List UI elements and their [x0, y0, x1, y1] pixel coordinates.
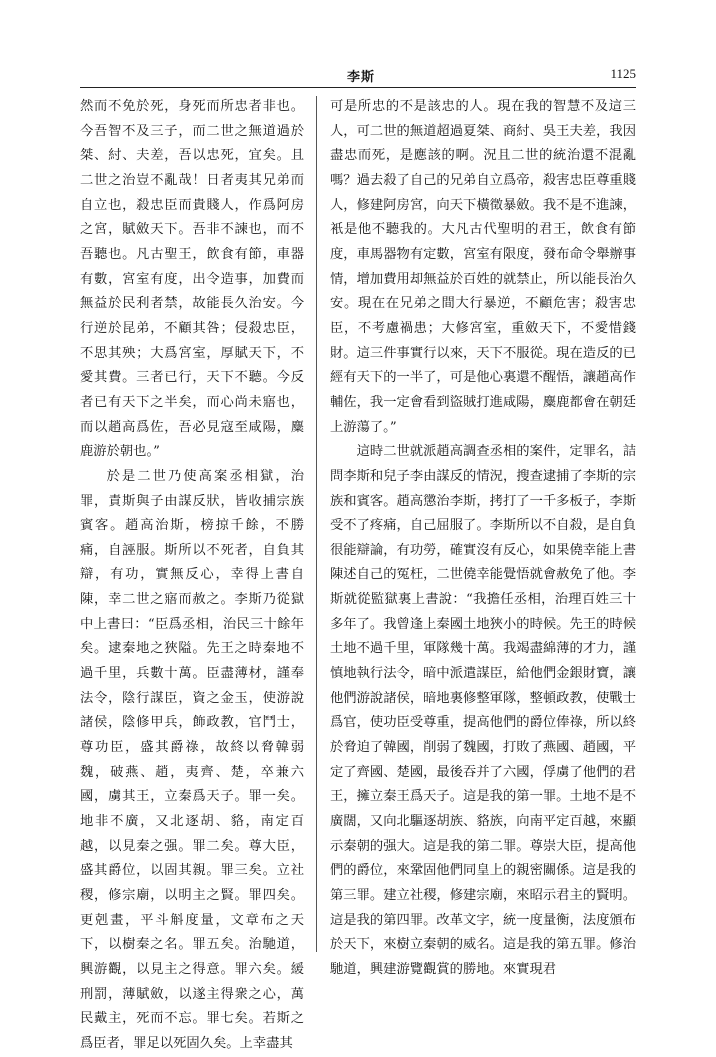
translation-paragraph-2: 這時二世就派趙高調查丞相的案件，定罪名，詰問李斯和兒子李由謀反的情況，搜查逮捕了李斯的宗族和賓客。趙高懲治李斯，拷打了一千多板子，李斯受不了疼痛，自己屈服了。李斯所以不自殺，是自負很能辯論，有功勞，確實沒有反心，如果僥幸能上書陳述自己的冤枉，二世僥幸能覺悟就會赦免了他。李斯就從監獄裏上書說：“我擔任丞相，治理百姓三十多年了。我曾逢上秦國土地狹小的時候。先王的時候土地不過千里，軍隊幾十萬。我竭盡綿薄的才力，謹慎地執行法令，暗中派遣謀臣，給他們金銀財寶，讓他們游說諸侯，暗地裏修整軍隊，整頓政教，使戰士爲官，使功臣受尊重，提高他們的爵位俸祿，所以終於脅迫了韓國，削弱了魏國，打敗了燕國、趙國，平定了齊國、楚國，最後吞并了六國，俘虜了他們的君王，擁立秦王爲天子。這是我的第一罪。土地不是不廣闊，又向北驅逐胡族、貉族，向南平定百越，來顯示秦朝的强大。這是我的第二罪。尊崇大臣，提高他們的爵位，來鞏固他們同皇上的親密關係。這是我的第三罪。建立社稷，修建宗廟，來昭示君主的賢明。這是我的第四罪。改革文字，統一度量衡，法度頒布於天下，來樹立秦朝的威名。這是我的第五罪。修治馳道，興建游覽觀賞的勝地。來實現君 — [330, 444, 636, 977]
classical-paragraph-2: 於是二世乃使高案丞相獄，治罪，責斯與子由謀反狀，皆收捕宗族賓客。趙高治斯，榜掠千餘，不勝痛，自誣服。斯所以不死者，自負其辯，有功，實無反心，幸得上書自陳，幸二世之寤而赦之。李斯乃從獄中上書曰：“臣爲丞相，治民三十餘年矣。逮秦地之狹隘。先王之時秦地不過千里，兵數十萬。臣盡薄材，謹奉法令，陰行謀臣，資之金玉，使游說諸侯，陰修甲兵，飾政教，官鬥士，尊功臣，盛其爵祿，故終以脅韓弱魏，破燕、趙，夷齊、楚，卒兼六國，虜其王，立秦爲天子。罪一矣。地非不廣，又北逐胡、貉，南定百越，以見秦之强。罪二矣。尊大臣，盛其爵位，以固其親。罪三矣。立社稷，修宗廟，以明主之賢。罪四矣。更剋畫，平斗斛度量，文章布之天下，以樹秦之名。罪五矣。治馳道，興游觀，以見主之得意。罪六矣。緩刑罰，薄賦斂，以遂主得衆之心，萬民戴主，死而不忘。罪七矣。若斯之爲臣者，罪足以死固久矣。上幸盡其 — [80, 468, 304, 1051]
translation-paragraph-1: 可是所忠的不是該忠的人。現在我的智慧不及這三人，可二世的無道超過夏桀、商紂、吳王夫差，我因盡忠而死，是應該的啊。況且二世的統治還不混亂嗎？過去殺了自己的兄弟自立爲帝，殺害忠臣尊重賤人，修建阿房宮，向天下橫徵暴斂。我不是不進諫，衹是他不聽我的。大凡古代聖明的君王，飲食有節度，車馬器物有定數，宮室有限度，發布命令舉辦事情，增加費用却無益於百姓的就禁止，所以能長治久安。現在在兄弟之間大行暴逆，不顧危害；殺害忠臣，不考慮禍患；大修宮室，重斂天下，不愛惜錢財。這三件事實行以來，天下不服從。現在造反的已經有天下的一半了，可是他心裏還不醒悟，讓趙高作輔佐，我一定會看到盜賊打進咸陽，麋鹿都會在朝廷上游蕩了。” — [330, 99, 636, 435]
page-number: 1125 — [610, 66, 636, 81]
column-divider — [316, 96, 317, 952]
translation-text-column — [330, 95, 636, 983]
classical-paragraph-1: 然而不免於死，身死而所忠者非也。今吾智不及三子，而二世之無道過於桀、紂、夫差，吾以忠死，宜矣。且二世之治豈不亂哉！日者夷其兄弟而自立也，殺忠臣而貴賤人，作爲阿房之宮，賦斂天下。吾非不諫也，而不吾聽也。凡古聖王，飲食有節，車器有數，宮室有度，出令造事，加費而無益於民利者禁，故能長久治安。今行逆於昆弟，不顧其咎；侵殺忠臣，不思其殃；大爲宮室，厚賦天下，不愛其費。三者已行，天下不聽。今反者已有天下之半矣，而心尚未寤也，而以趙高爲佐，吾必見寇至咸陽，麋鹿游於朝也。” — [80, 99, 304, 460]
classical-text-column — [80, 95, 304, 1057]
running-head-title: 李斯 — [346, 70, 375, 85]
header-rule — [80, 87, 636, 88]
